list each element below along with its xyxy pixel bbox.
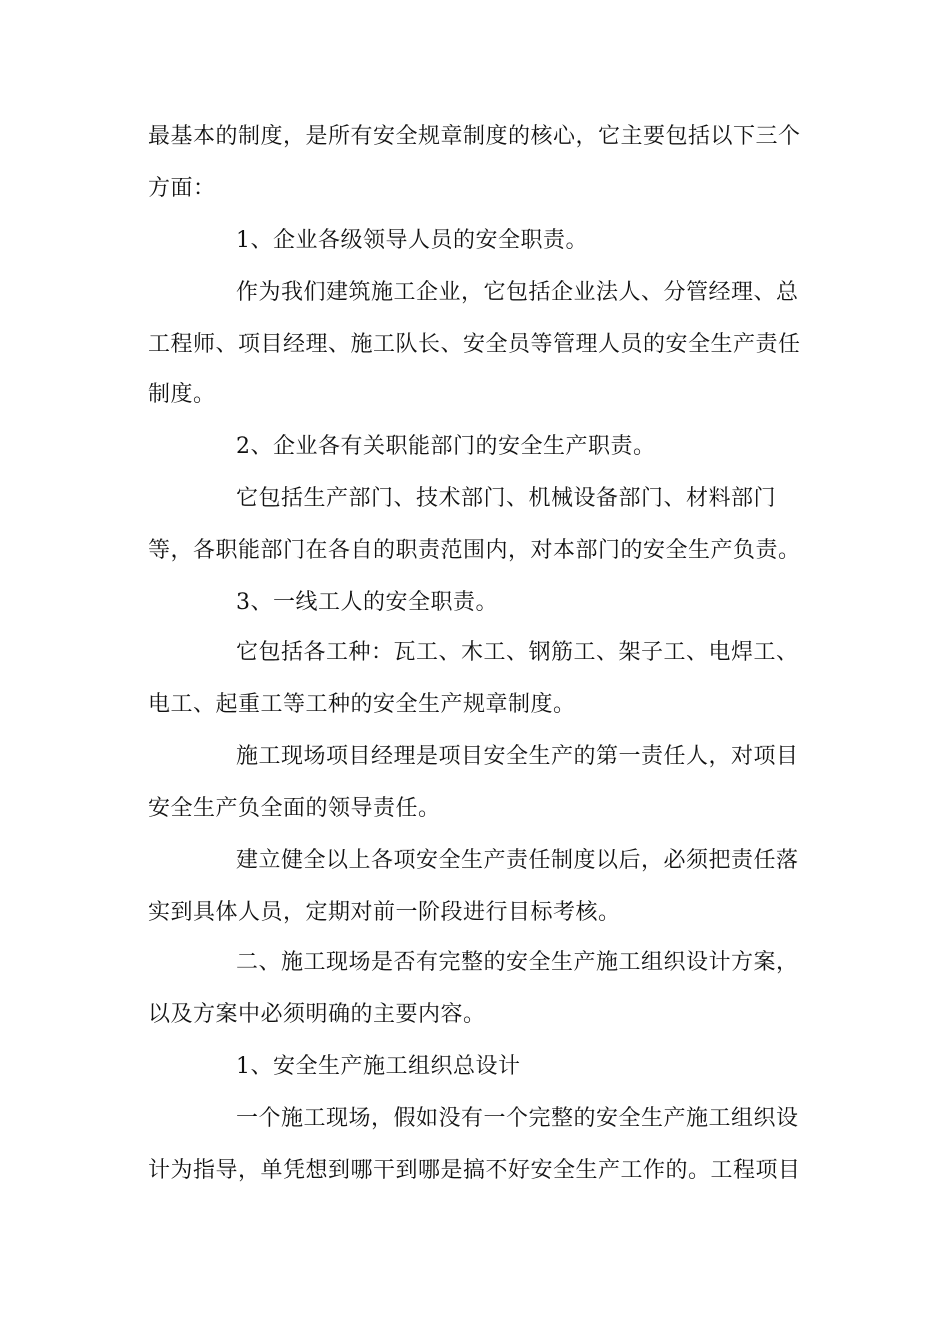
paragraph-line: 它包括生产部门、技术部门、机械设备部门、材料部门 — [236, 486, 777, 511]
section-heading: 二、施工现场是否有完整的安全生产施工组织设计方案， — [236, 950, 799, 975]
paragraph-line: 实到具体人员，定期对前一阶段进行目标考核。 — [148, 900, 621, 925]
paragraph-line: 以及方案中必须明确的主要内容。 — [148, 1002, 486, 1027]
paragraph-line: 安全生产负全面的领导责任。 — [148, 796, 441, 821]
paragraph-line: 它包括各工种：瓦工、木工、钢筋工、架子工、电焊工、 — [236, 640, 799, 665]
numbered-item: 2、企业各有关职能部门的安全生产职责。 — [236, 434, 656, 459]
paragraph-line: 电工、起重工等工种的安全生产规章制度。 — [148, 692, 576, 717]
numbered-item: 3、一线工人的安全职责。 — [236, 590, 498, 615]
paragraph-line: 等，各职能部门在各自的职责范围内，对本部门的安全生产负责。 — [148, 538, 801, 563]
paragraph-line: 工程师、项目经理、施工队长、安全员等管理人员的安全生产责任 — [148, 332, 801, 357]
paragraph-line: 建立健全以上各项安全生产责任制度以后，必须把责任落 — [236, 848, 799, 873]
paragraph-line: 计为指导，单凭想到哪干到哪是搞不好安全生产工作的。工程项目 — [148, 1158, 801, 1183]
paragraph-line: 一个施工现场，假如没有一个完整的安全生产施工组织设 — [236, 1106, 799, 1131]
paragraph-line: 作为我们建筑施工企业，它包括企业法人、分管经理、总 — [236, 280, 799, 305]
numbered-item: 1、企业各级领导人员的安全职责。 — [236, 228, 588, 253]
paragraph-line: 施工现场项目经理是项目安全生产的第一责任人，对项目 — [236, 744, 799, 769]
numbered-item: 1、安全生产施工组织总设计 — [236, 1054, 521, 1079]
paragraph-line: 方面： — [148, 176, 216, 201]
paragraph-line: 最基本的制度，是所有安全规章制度的核心，它主要包括以下三个 — [148, 124, 801, 149]
paragraph-line: 制度。 — [148, 382, 216, 407]
